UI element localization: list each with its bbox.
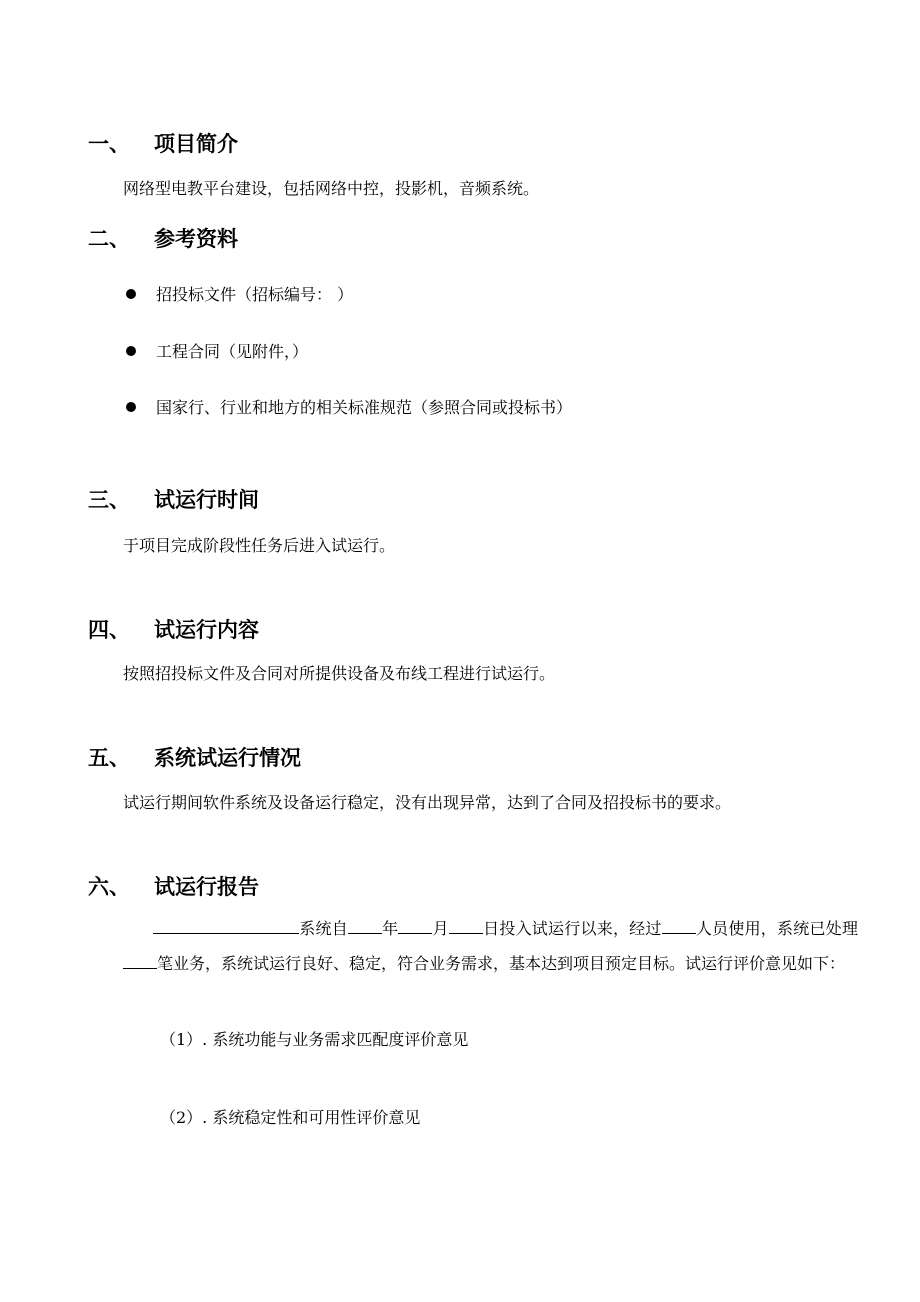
report-text: 人员使用，系统已处理 (695, 919, 858, 938)
year-blank[interactable] (348, 915, 382, 934)
section-title: 试运行时间 (154, 488, 259, 512)
status-paragraph: 试运行期间软件系统及设备运行稳定，没有出现异常，达到了合同及招投标书的要求。 (123, 793, 732, 812)
transactions-blank[interactable] (123, 950, 157, 969)
section-number: 二、 (88, 227, 130, 251)
time-paragraph: 于项目完成阶段性任务后进入试运行。 (123, 536, 396, 555)
section-heading-5 (88, 742, 301, 772)
month-blank[interactable] (398, 915, 432, 934)
section-heading-2 (88, 223, 238, 253)
report-text: 年 (381, 919, 399, 938)
section-title: 试运行内容 (154, 618, 259, 642)
evaluation-item-1: （1）. 系统功能与业务需求匹配度评价意见 (160, 1030, 469, 1049)
section-title: 系统试运行情况 (154, 746, 301, 770)
reference-text: 国家行、行业和地方的相关标准规范（参照合同或投标书） (156, 398, 573, 417)
report-paragraph (123, 911, 858, 981)
intro-paragraph: 网络型电教平台建设，包括网络中控，投影机，音频系统。 (123, 179, 540, 198)
reference-item (126, 395, 572, 418)
day-blank[interactable] (449, 915, 483, 934)
users-blank[interactable] (662, 915, 696, 934)
bullet-icon (126, 402, 136, 412)
report-text: 系统自 (299, 919, 348, 938)
section-number: 四、 (88, 618, 130, 642)
section-number: 六、 (88, 875, 130, 899)
system-name-blank[interactable] (153, 915, 299, 934)
section-heading-4 (88, 614, 259, 644)
section-title: 项目简介 (154, 132, 238, 156)
bullet-icon (126, 346, 136, 356)
content-paragraph: 按照招投标文件及合同对所提供设备及布线工程进行试运行。 (123, 664, 556, 683)
reference-text: 工程合同（见附件，） (156, 342, 309, 361)
section-heading-6 (88, 871, 259, 901)
section-title: 试运行报告 (154, 875, 259, 899)
section-title: 参考资料 (154, 227, 238, 251)
reference-text: 招投标文件（招标编号： ） (156, 285, 354, 304)
reference-item (126, 339, 308, 362)
evaluation-item-2: （2）. 系统稳定性和可用性评价意见 (160, 1108, 421, 1127)
report-text: 日投入试运行以来，经过 (482, 919, 662, 938)
section-number: 一、 (88, 132, 130, 156)
bullet-icon (126, 289, 136, 299)
section-heading-1 (88, 128, 238, 158)
section-number: 三、 (88, 488, 130, 512)
section-number: 五、 (88, 746, 130, 770)
report-text: 笔业务，系统试运行良好、稳定，符合业务需求，基本达到项目预定目标。试运行评价意见如下： (157, 954, 846, 973)
report-text: 月 (432, 919, 449, 938)
reference-item (126, 282, 353, 305)
section-heading-3 (88, 484, 259, 514)
